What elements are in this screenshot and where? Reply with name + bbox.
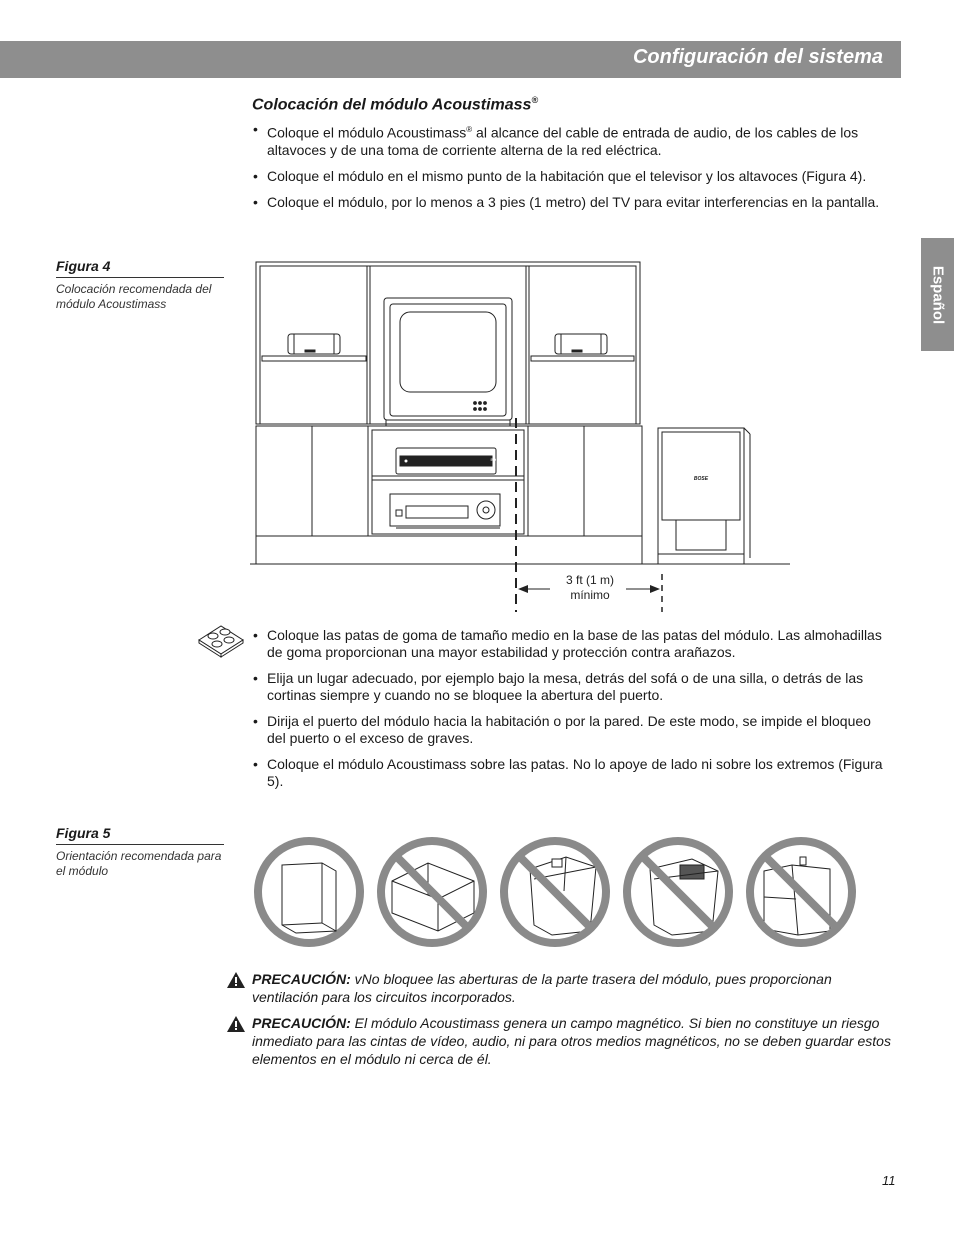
cabinet-hutch — [256, 262, 640, 424]
figure-4-caption: Colocación recomendada del módulo Acoustimass — [56, 282, 212, 311]
receiver-icon — [390, 494, 500, 528]
television-icon — [384, 298, 512, 426]
section-heading — [252, 95, 538, 114]
orientation-side-prohibited-icon — [381, 841, 483, 943]
orientation-upright-icon — [258, 841, 360, 943]
list-item: • Coloque el módulo, por lo menos a 3 pies (1 metro) del TV para evitar interferencias en la pantalla. — [252, 194, 892, 211]
orientation-inverted-prohibited-icon — [504, 841, 606, 943]
language-tab — [921, 238, 954, 351]
registered-mark: ® — [531, 95, 539, 105]
brand-label: BOSE — [693, 476, 709, 482]
caution-note — [226, 970, 896, 1006]
arrow-right-icon — [650, 585, 660, 593]
caution-label: PRECAUCIÓN: — [252, 971, 351, 987]
page-title: Configuración del sistema — [632, 46, 883, 68]
warning-triangle-icon — [226, 1015, 246, 1033]
figure-4-title: Figura 4 — [56, 258, 224, 278]
list-item: • Dirija el puerto del módulo hacia la habitación o por la pared. De este modo, se impide el bloqueo del puerto o el exceso de graves. — [252, 713, 892, 747]
placement-bullet-list — [252, 121, 892, 220]
orientation-end-prohibited-icon — [750, 841, 852, 943]
language-tab-label: Español — [929, 265, 946, 324]
bullet-text: al alcance del cable de entrada de audio, de los cables de los altavoces y de una toma de corriente alterna de la red eléctrica. — [267, 124, 859, 158]
figure-5-caption: Orientación recomendada para el módulo — [56, 849, 222, 878]
list-item: • Coloque las patas de goma de tamaño medio en la base de las patas del módulo. Las almohadillas de goma proporcionan una mayor estabilidad y protección contra arañazos. — [252, 627, 892, 661]
rubber-feet-icon — [197, 622, 245, 658]
caution-text: vNo bloquee las aberturas de la parte trasera del módulo, pues proporcionan ventilación para los circuitos incorporados. — [252, 971, 832, 1005]
caution-note — [226, 1014, 896, 1068]
page-number: 11 — [882, 1173, 896, 1188]
orientation-back-prohibited-icon — [627, 841, 729, 943]
media-center-icon — [396, 448, 496, 474]
positioning-bullet-list — [252, 627, 892, 799]
warning-triangle-icon — [226, 971, 246, 989]
arrow-left-icon — [518, 585, 528, 593]
figure-5-title: Figura 5 — [56, 825, 224, 845]
list-item: • Elija un lugar adecuado, por ejemplo bajo la mesa, detrás del sofá o de una silla, o detrás de las cortinas siempre y cuando no se bloquee la abertura del puerto. — [252, 670, 892, 704]
registered-mark: ® — [466, 125, 473, 134]
dimension-label-sub: mínimo — [570, 588, 610, 602]
list-item — [252, 121, 892, 159]
list-item: • Coloque el módulo Acoustimass sobre las patas. No lo apoye de lado ni sobre los extremos (Figura 5). — [252, 756, 892, 790]
section-heading-text: Colocación del módulo Acoustimass — [252, 96, 532, 114]
left-speaker-icon — [288, 334, 340, 354]
list-item: • Coloque el módulo en el mismo punto de la habitación que el televisor y los altavoces (Figura 4). — [252, 168, 892, 185]
figure-5-illustration — [252, 835, 856, 951]
figure-4-illustration — [250, 258, 810, 614]
brand-label: BOSE — [490, 457, 502, 462]
dimension-label: 3 ft (1 m) — [565, 573, 615, 587]
bullet-text: Coloque el módulo Acoustimass — [267, 124, 467, 141]
caution-text: El módulo Acoustimass genera un campo magnético. Si bien no constituye un riesgo inmediato para las cintas de vídeo, audio, ni para otros medios magnéticos, no se deben guardar estos elementos en el módulo ni cerca de él. — [252, 1015, 891, 1067]
caution-label: PRECAUCIÓN: — [252, 1015, 351, 1031]
section-header-bar — [0, 41, 901, 78]
acoustimass-module-icon — [658, 428, 750, 564]
right-speaker-icon — [555, 334, 607, 354]
